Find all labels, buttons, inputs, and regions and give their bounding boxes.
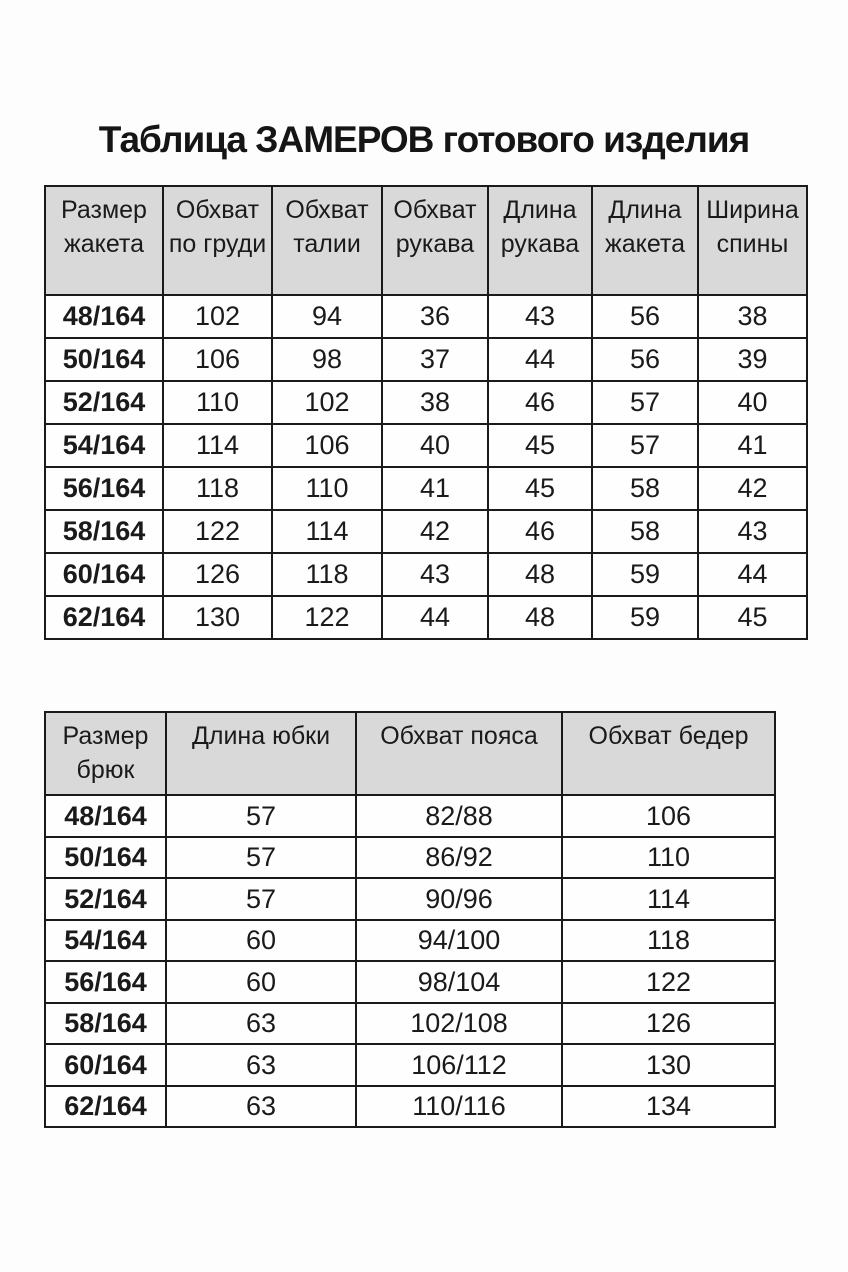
value-cell: 57 <box>166 837 356 879</box>
value-cell: 46 <box>488 381 592 424</box>
value-cell: 126 <box>562 1003 775 1045</box>
column-header-jacket-length: Длина жакета <box>592 186 698 295</box>
size-cell: 58/164 <box>45 1003 166 1045</box>
value-cell: 58 <box>592 467 698 510</box>
value-cell: 126 <box>163 553 272 596</box>
size-cell: 62/164 <box>45 1086 166 1128</box>
value-cell: 48 <box>488 596 592 639</box>
table-row <box>45 961 775 1003</box>
size-cell: 52/164 <box>45 878 166 920</box>
value-cell: 110 <box>272 467 382 510</box>
value-cell: 94 <box>272 295 382 338</box>
value-cell: 98/104 <box>356 961 562 1003</box>
size-cell: 54/164 <box>45 920 166 962</box>
value-cell: 114 <box>562 878 775 920</box>
trousers-table-body <box>45 795 775 1127</box>
size-cell: 50/164 <box>45 837 166 879</box>
value-cell: 43 <box>382 553 488 596</box>
size-cell: 62/164 <box>45 596 163 639</box>
value-cell: 42 <box>382 510 488 553</box>
table-row <box>45 381 807 424</box>
value-cell: 45 <box>488 467 592 510</box>
table-row <box>45 795 775 837</box>
size-cell: 54/164 <box>45 424 163 467</box>
value-cell: 130 <box>562 1044 775 1086</box>
trousers-measurements-table <box>44 711 776 1128</box>
table-row <box>45 424 807 467</box>
table-row <box>45 878 775 920</box>
value-cell: 48 <box>488 553 592 596</box>
value-cell: 41 <box>698 424 807 467</box>
column-header-belt-girth: Обхват пояса <box>356 712 562 795</box>
value-cell: 118 <box>272 553 382 596</box>
size-cell: 56/164 <box>45 467 163 510</box>
value-cell: 106 <box>163 338 272 381</box>
value-cell: 57 <box>166 795 356 837</box>
value-cell: 114 <box>163 424 272 467</box>
trousers-table-header <box>45 712 775 795</box>
value-cell: 41 <box>382 467 488 510</box>
value-cell: 63 <box>166 1003 356 1045</box>
jacket-table-body <box>45 295 807 639</box>
header-row <box>45 186 807 295</box>
size-cell: 48/164 <box>45 795 166 837</box>
jacket-table-header <box>45 186 807 295</box>
jacket-measurements-table <box>44 185 808 640</box>
size-cell: 60/164 <box>45 1044 166 1086</box>
value-cell: 86/92 <box>356 837 562 879</box>
value-cell: 60 <box>166 961 356 1003</box>
value-cell: 43 <box>698 510 807 553</box>
value-cell: 45 <box>488 424 592 467</box>
value-cell: 102 <box>272 381 382 424</box>
table-row <box>45 837 775 879</box>
value-cell: 90/96 <box>356 878 562 920</box>
value-cell: 110 <box>163 381 272 424</box>
size-cell: 50/164 <box>45 338 163 381</box>
size-cell: 48/164 <box>45 295 163 338</box>
table-row <box>45 553 807 596</box>
header-row <box>45 712 775 795</box>
value-cell: 57 <box>166 878 356 920</box>
value-cell: 106/112 <box>356 1044 562 1086</box>
value-cell: 40 <box>382 424 488 467</box>
value-cell: 40 <box>698 381 807 424</box>
value-cell: 122 <box>163 510 272 553</box>
column-header-skirt-length: Длина юбки <box>166 712 356 795</box>
table-row <box>45 596 807 639</box>
value-cell: 43 <box>488 295 592 338</box>
value-cell: 63 <box>166 1086 356 1128</box>
table-row <box>45 1086 775 1128</box>
size-chart-page <box>0 118 848 1272</box>
value-cell: 46 <box>488 510 592 553</box>
value-cell: 44 <box>382 596 488 639</box>
value-cell: 94/100 <box>356 920 562 962</box>
value-cell: 59 <box>592 596 698 639</box>
value-cell: 106 <box>562 795 775 837</box>
value-cell: 110/116 <box>356 1086 562 1128</box>
size-cell: 56/164 <box>45 961 166 1003</box>
table-row <box>45 467 807 510</box>
value-cell: 58 <box>592 510 698 553</box>
column-header-waist-girth: Обхват талии <box>272 186 382 295</box>
table-row <box>45 295 807 338</box>
value-cell: 134 <box>562 1086 775 1128</box>
value-cell: 36 <box>382 295 488 338</box>
value-cell: 122 <box>562 961 775 1003</box>
table-row <box>45 920 775 962</box>
column-header-hip-girth: Обхват бедер <box>562 712 775 795</box>
column-header-chest-girth: Обхват по груди <box>163 186 272 295</box>
value-cell: 118 <box>562 920 775 962</box>
value-cell: 60 <box>166 920 356 962</box>
value-cell: 45 <box>698 596 807 639</box>
value-cell: 102/108 <box>356 1003 562 1045</box>
value-cell: 106 <box>272 424 382 467</box>
value-cell: 114 <box>272 510 382 553</box>
table-row <box>45 338 807 381</box>
value-cell: 82/88 <box>356 795 562 837</box>
value-cell: 38 <box>698 295 807 338</box>
value-cell: 130 <box>163 596 272 639</box>
size-cell: 58/164 <box>45 510 163 553</box>
value-cell: 102 <box>163 295 272 338</box>
value-cell: 39 <box>698 338 807 381</box>
table-row <box>45 510 807 553</box>
value-cell: 38 <box>382 381 488 424</box>
column-header-trousers-size: Размер брюк <box>45 712 166 795</box>
value-cell: 42 <box>698 467 807 510</box>
value-cell: 44 <box>488 338 592 381</box>
value-cell: 98 <box>272 338 382 381</box>
page-title: Таблица ЗАМЕРОВ готового изделия <box>98 119 750 160</box>
value-cell: 118 <box>163 467 272 510</box>
value-cell: 122 <box>272 596 382 639</box>
column-header-jacket-size: Размер жакета <box>45 186 163 295</box>
value-cell: 44 <box>698 553 807 596</box>
value-cell: 110 <box>562 837 775 879</box>
table-row <box>45 1003 775 1045</box>
table-row <box>45 1044 775 1086</box>
column-header-back-width: Ширина спины <box>698 186 807 295</box>
value-cell: 63 <box>166 1044 356 1086</box>
size-cell: 52/164 <box>45 381 163 424</box>
value-cell: 57 <box>592 381 698 424</box>
column-header-sleeve-length: Длина рукава <box>488 186 592 295</box>
size-cell: 60/164 <box>45 553 163 596</box>
value-cell: 59 <box>592 553 698 596</box>
column-header-sleeve-girth: Обхват рукава <box>382 186 488 295</box>
value-cell: 56 <box>592 338 698 381</box>
value-cell: 57 <box>592 424 698 467</box>
value-cell: 37 <box>382 338 488 381</box>
value-cell: 56 <box>592 295 698 338</box>
